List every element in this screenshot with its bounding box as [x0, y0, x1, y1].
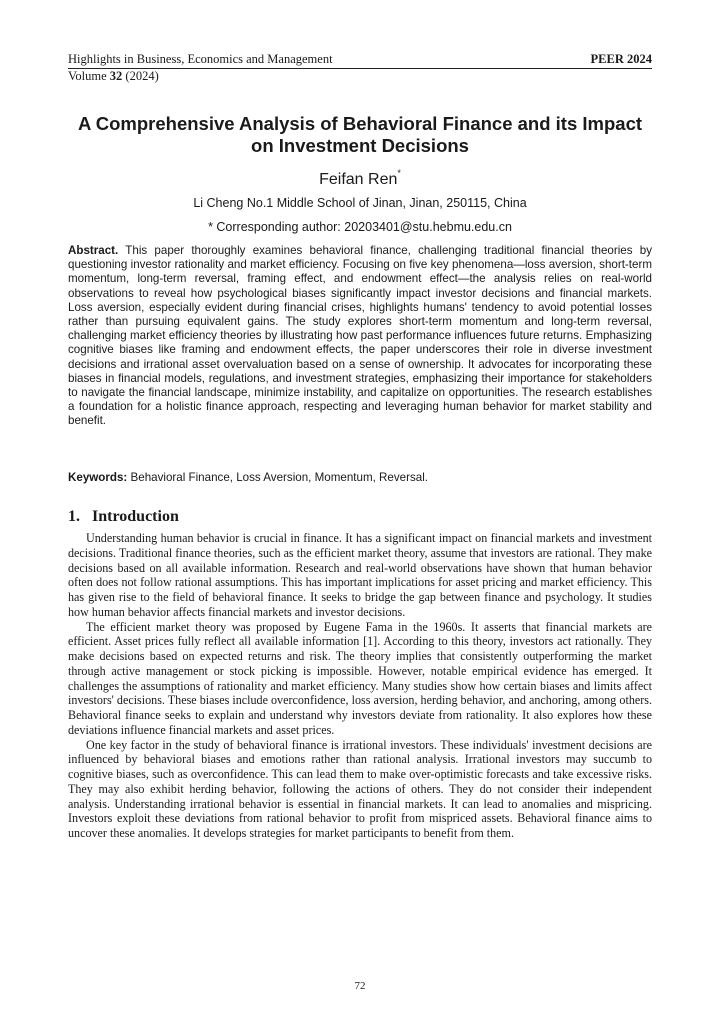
- paper-title: A Comprehensive Analysis of Behavioral Finance and its Impact on Investment Decisions: [77, 113, 643, 156]
- page-number: 72: [354, 980, 366, 992]
- affiliation: Li Cheng No.1 Middle School of Jinan, Jinan, 250115, China: [193, 196, 527, 210]
- keywords: [68, 471, 652, 485]
- keywords-label: Keywords:: [68, 471, 128, 484]
- volume-line: [68, 69, 652, 84]
- paragraph: Understanding human behavior is crucial in finance. It has a significant impact on financial markets and investment decisions. Traditional finance theories, such as the efficient market theory, assume that investors are rational. They make decisions based on all available information. Research and real-world observations have shown that human behavior often does not follow rational assumptions. This has important implications for asset pricing and market efficiency. This has given rise to the field of behavioral finance. It seeks to bridge the gap between finance and psychology. It studies how human behavior affects financial markets and investor decisions.: [68, 531, 652, 619]
- section-heading: [68, 508, 652, 526]
- abstract: [68, 244, 652, 429]
- abstract-label: Abstract.: [68, 244, 119, 257]
- conference-name: PEER 2024: [590, 52, 652, 66]
- author-name: Feifan Ren: [319, 171, 398, 188]
- corresponding-author: * Corresponding author: 20203401@stu.hebmu.edu.cn: [208, 220, 512, 234]
- body-text: [68, 531, 652, 841]
- section-number: 1.: [68, 508, 80, 525]
- volume-year: (2024): [122, 69, 159, 83]
- paragraph: The efficient market theory was proposed by Eugene Fama in the 1960s. It asserts that financial markets are efficient. Asset prices fully reflect all available information [1]. According to this theory, investors act rationally. They make decisions based on expected returns and risk. The theory implies that consistently outperforming the market through active management or stock picking is impossible. However, notable empirical evidence has emerged. It challenges the assumptions of rationality and market efficiency. Many studies show how certain biases and limits affect investors' decisions. These biases include overconfidence, loss aversion, herding behavior, and anchoring, among others. Behavioral finance seeks to explain and understand why investors deviate from rationality. It also explores how these deviations influence financial markets and asset prices.: [68, 619, 652, 737]
- volume-prefix: Volume: [68, 69, 110, 83]
- author-line: [68, 168, 652, 189]
- keywords-text: Behavioral Finance, Loss Aversion, Momentum, Reversal.: [130, 471, 429, 484]
- volume-number: 32: [109, 69, 123, 83]
- running-header: [68, 52, 652, 84]
- paragraph: One key factor in the study of behavioral finance is irrational investors. These individuals' investment decisions are influenced by behavioral biases and emotions rather than rational analysis. Irrational investors may succumb to cognitive biases, such as overconfidence. This can lead them to make over-optimistic forecasts and take excessive risks. They may also exhibit herding behavior, following the actions of others. They do not consider their independent analysis. Understanding irrational behavior is essential in financial markets. It can lead to anomalies and mispricing. Investors exploit these deviations from rational behavior to profit from mispriced assets. Behavioral finance aims to uncover these anomalies. It develops strategies for market participants to benefit from them.: [68, 737, 652, 840]
- abstract-text: This paper thoroughly examines behavioral finance, challenging traditional financial theories by questioning investor rationality and market efficiency. Focusing on five key phenomena—loss aversion, short-term momentum, long-term reversal, framing effect, and endowment effect—the analysis relies on real-world observations to reveal how psychological biases significantly impact investor decisions and financial markets. Loss aversion, especially evident during financial crises, highlights humans' tendency to avoid potential losses rather than pursuing equivalent gains. The study explores short-term momentum and long-term reversal, challenging market efficiency theories by illustrating how past performance influences future returns. Emphasizing cognitive biases like framing and endowment effects, the paper underscores their role in diverse investment decisions and irrational asset overvaluation based on a sense of ownership. It advocates for incorporating these biases in financial models, regulations, and investment strategies, emphasizing their importance for stakeholders to navigate the financial landscape, minimize instability, and capitalize on opportunities. The research establishes a foundation for a holistic finance approach, respecting and leveraging human behavior for market stability and benefit.: [68, 244, 652, 428]
- author-mark: *: [397, 168, 401, 178]
- journal-name: Highlights in Business, Economics and Management: [68, 52, 333, 66]
- section-title: Introduction: [92, 508, 179, 525]
